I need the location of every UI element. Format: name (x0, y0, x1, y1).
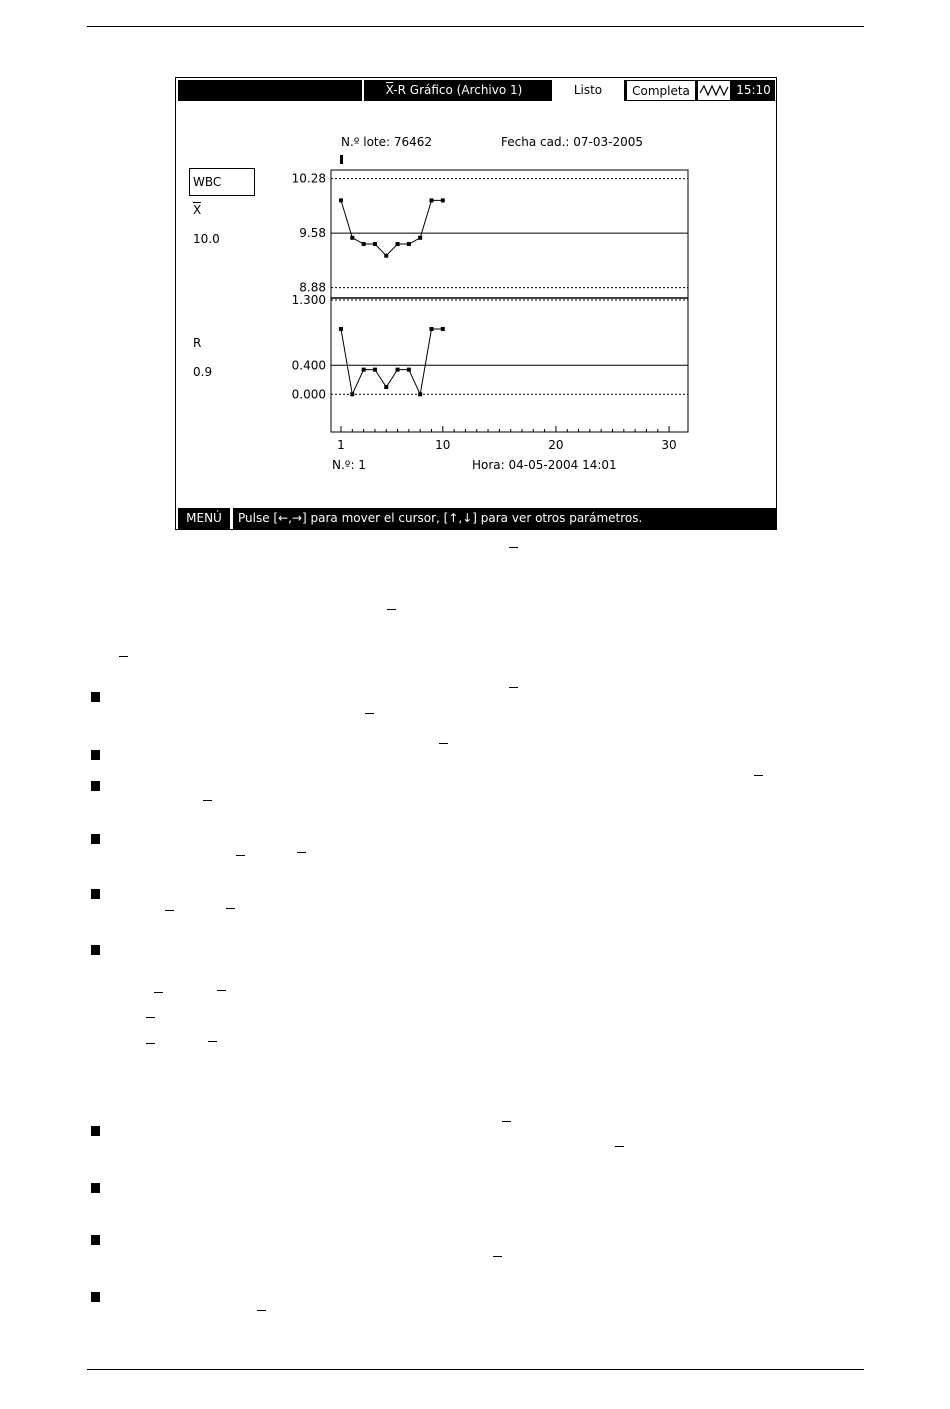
expiry-date: Fecha cad.: 07-03-2005 (501, 135, 643, 149)
overbar-mark (365, 713, 374, 714)
top-rule (87, 26, 864, 27)
mode-indicator: Completa (626, 80, 696, 101)
xbar-data-point (384, 254, 388, 258)
bullet-icon (91, 1292, 100, 1302)
overbar-mark (146, 1043, 155, 1044)
xbar-data-point (350, 236, 354, 240)
overbar-mark (154, 992, 163, 993)
r-data-point (429, 327, 433, 331)
window-title: X-R Gráfico (Archivo 1) (385, 83, 523, 97)
x-tick-label: 20 (548, 438, 564, 452)
parameter-selector[interactable]: WBC (189, 168, 255, 196)
overbar-mark (146, 1017, 155, 1018)
overbar-mark (119, 656, 128, 657)
overbar-mark (203, 800, 212, 801)
r-y-tick-label: 1.300 (291, 293, 326, 307)
r-data-point (407, 368, 411, 372)
clock: 15:10 (732, 80, 775, 101)
bullet-icon (91, 1235, 100, 1245)
r-data-point (418, 392, 422, 396)
overbar-mark (509, 687, 518, 688)
bullet-icon (91, 834, 100, 844)
xbar-y-tick-label: 9.58 (299, 226, 326, 241)
menu-button[interactable]: MENÚ (178, 508, 230, 529)
bullet-icon (91, 1126, 100, 1136)
overbar-mark (754, 775, 763, 776)
xbar-data-point (407, 242, 411, 246)
xbar-data-point (339, 198, 343, 202)
point-time: Hora: 04-05-2004 14:01 (472, 458, 617, 472)
xbar-value: 10.0 (193, 232, 220, 246)
overbar-mark (615, 1146, 624, 1147)
r-label: R (193, 336, 202, 350)
x-tick-label: 1 (337, 438, 345, 452)
xbar-data-point (362, 242, 366, 246)
r-y-tick-label: 0.000 (291, 387, 326, 402)
overbar-mark (217, 990, 226, 991)
r-y-tick-label: 0.400 (291, 358, 326, 373)
x-tick-label: 10 (435, 438, 451, 452)
bottom-rule (87, 1369, 864, 1370)
r-data-point (362, 368, 366, 372)
xbar-data-point (418, 236, 422, 240)
overbar-mark (165, 910, 174, 911)
xbar-data-point (373, 242, 377, 246)
overbar-mark (208, 1041, 217, 1042)
bullet-icon (91, 750, 100, 760)
xbar-data-point (396, 242, 400, 246)
status-hint: Pulse [←,→] para mover el cursor, [↑,↓] para ver otros parámetros. (233, 508, 776, 529)
overbar-mark (493, 1256, 502, 1257)
overbar-mark (226, 908, 235, 909)
bullet-icon (91, 1183, 100, 1193)
overbar-mark (502, 1121, 511, 1122)
overbar-mark (236, 855, 245, 856)
xr-control-chart (176, 78, 776, 508)
bullet-icon (91, 889, 100, 899)
xbar-data-point (429, 198, 433, 202)
overbar-mark (257, 1310, 266, 1311)
xbar-series-line (341, 200, 443, 255)
r-value: 0.9 (193, 365, 213, 379)
bullet-icon (91, 692, 100, 702)
bullet-icon (91, 945, 100, 955)
r-data-point (396, 368, 400, 372)
plot-frame (331, 170, 688, 432)
status-ready: Listo (552, 80, 624, 101)
bullet-icon (91, 781, 100, 791)
overbar-mark (439, 743, 448, 744)
xbar-y-tick-label: 10.28 (291, 171, 326, 186)
r-data-point (339, 327, 343, 331)
analyzer-screen (175, 77, 777, 530)
xbar-label: X (193, 203, 202, 217)
overbar-mark (387, 609, 396, 610)
overbar-mark (509, 547, 518, 548)
xbar-data-point (441, 198, 445, 202)
r-data-point (373, 368, 377, 372)
lot-number: N.º lote: 76462 (341, 135, 433, 149)
r-data-point (384, 385, 388, 389)
point-number: N.º: 1 (332, 458, 366, 472)
r-series-line (341, 329, 443, 394)
overbar-mark (297, 852, 306, 853)
r-data-point (350, 392, 354, 396)
x-tick-label: 30 (661, 438, 677, 452)
r-data-point (441, 327, 445, 331)
xbar-y-tick-label: 8.88 (299, 280, 326, 295)
